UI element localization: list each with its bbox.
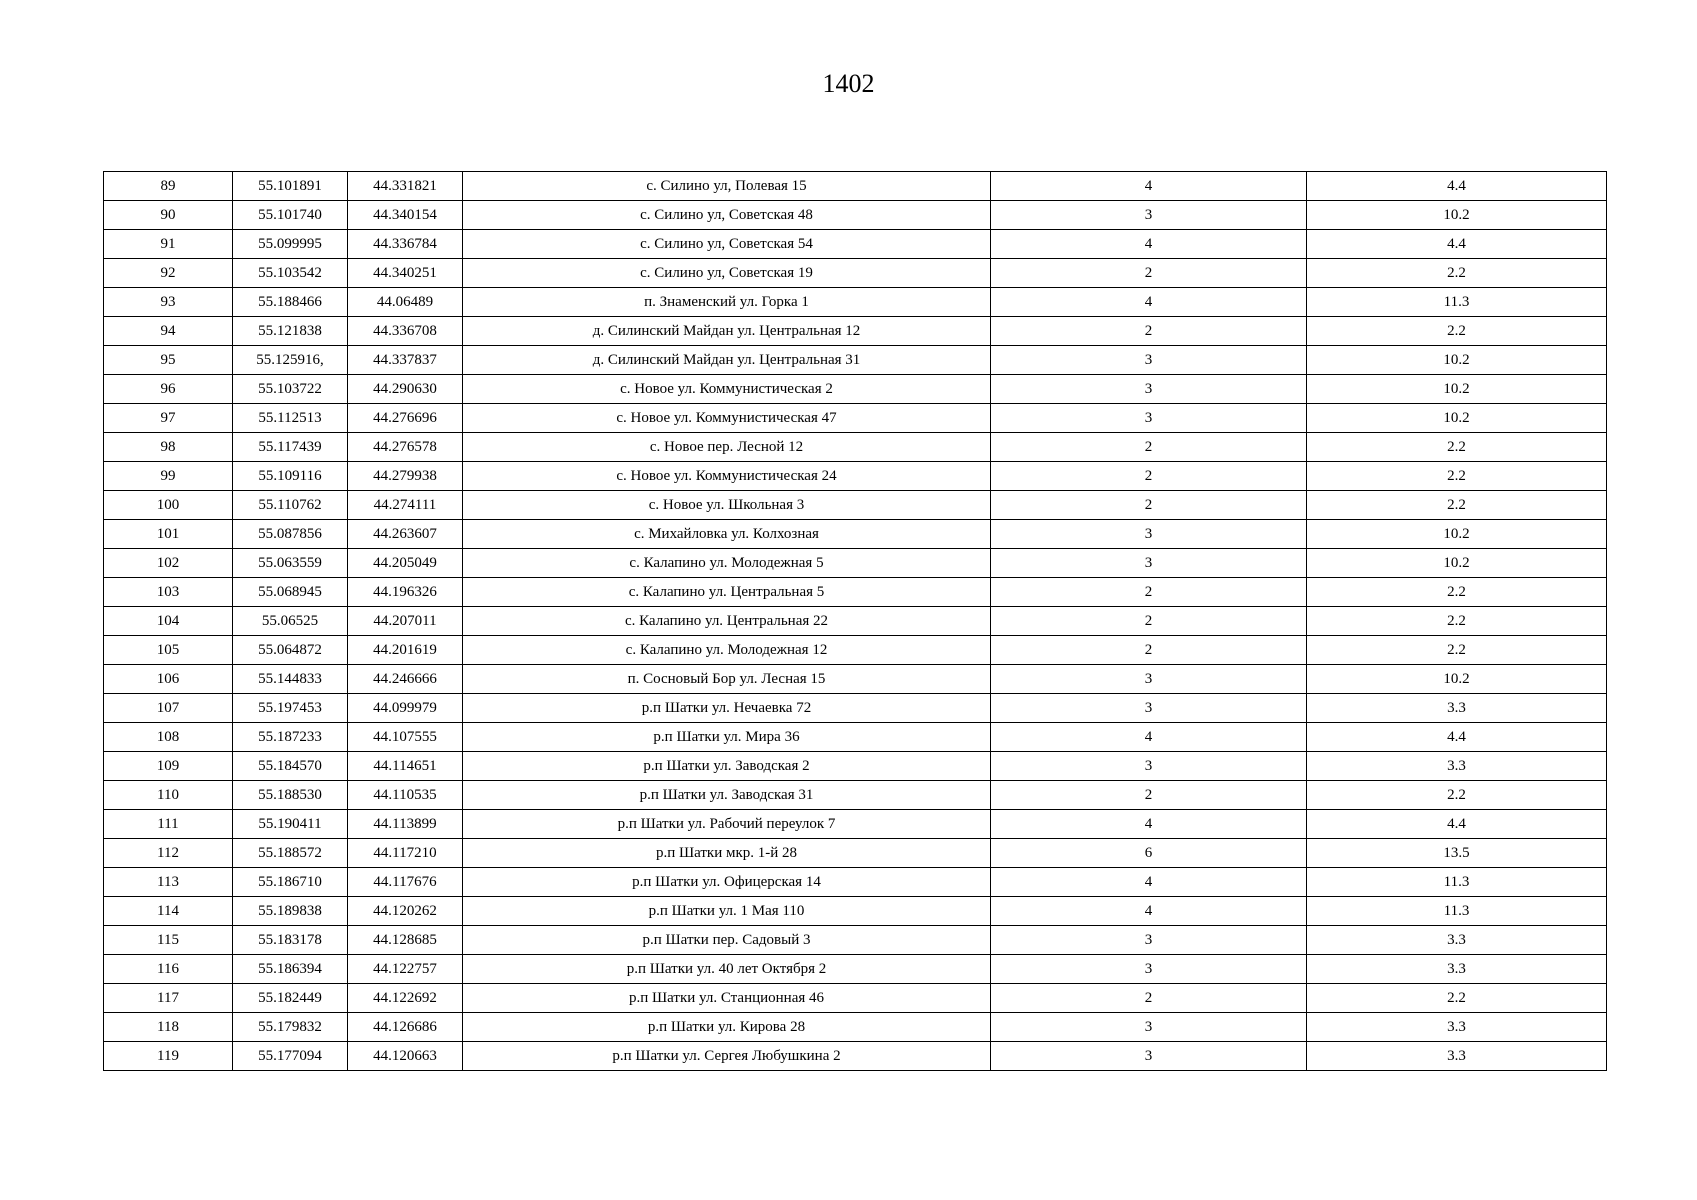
volume-cell: 2.2 bbox=[1307, 491, 1607, 520]
longitude-cell: 44.290630 bbox=[348, 375, 463, 404]
address-cell: р.п Шатки ул. Заводская 31 bbox=[463, 781, 991, 810]
address-cell: с. Силино ул, Советская 19 bbox=[463, 259, 991, 288]
longitude-cell: 44.340154 bbox=[348, 201, 463, 230]
row-number-cell: 93 bbox=[104, 288, 233, 317]
row-number-cell: 90 bbox=[104, 201, 233, 230]
address-cell: р.п Шатки мкр. 1-й 28 bbox=[463, 839, 991, 868]
count-cell: 3 bbox=[991, 201, 1307, 230]
table-row bbox=[104, 897, 1607, 926]
data-table bbox=[103, 171, 1607, 1071]
count-cell: 2 bbox=[991, 433, 1307, 462]
row-number-cell: 91 bbox=[104, 230, 233, 259]
address-cell: р.п Шатки ул. 40 лет Октября 2 bbox=[463, 955, 991, 984]
table-row bbox=[104, 984, 1607, 1013]
address-cell: с. Михайловка ул. Колхозная bbox=[463, 520, 991, 549]
longitude-cell: 44.276578 bbox=[348, 433, 463, 462]
volume-cell: 2.2 bbox=[1307, 636, 1607, 665]
table-row bbox=[104, 404, 1607, 433]
row-number-cell: 118 bbox=[104, 1013, 233, 1042]
longitude-cell: 44.120262 bbox=[348, 897, 463, 926]
latitude-cell: 55.188572 bbox=[233, 839, 348, 868]
latitude-cell: 55.183178 bbox=[233, 926, 348, 955]
table-row bbox=[104, 578, 1607, 607]
address-cell: р.п Шатки пер. Садовый 3 bbox=[463, 926, 991, 955]
volume-cell: 11.3 bbox=[1307, 288, 1607, 317]
count-cell: 3 bbox=[991, 752, 1307, 781]
latitude-cell: 55.103542 bbox=[233, 259, 348, 288]
volume-cell: 3.3 bbox=[1307, 955, 1607, 984]
latitude-cell: 55.179832 bbox=[233, 1013, 348, 1042]
address-cell: с. Калапино ул. Центральная 22 bbox=[463, 607, 991, 636]
count-cell: 4 bbox=[991, 897, 1307, 926]
volume-cell: 10.2 bbox=[1307, 404, 1607, 433]
volume-cell: 2.2 bbox=[1307, 781, 1607, 810]
row-number-cell: 107 bbox=[104, 694, 233, 723]
address-cell: с. Силино ул, Советская 48 bbox=[463, 201, 991, 230]
address-cell: с. Новое ул. Коммунистическая 2 bbox=[463, 375, 991, 404]
volume-cell: 2.2 bbox=[1307, 578, 1607, 607]
volume-cell: 13.5 bbox=[1307, 839, 1607, 868]
table-row bbox=[104, 955, 1607, 984]
volume-cell: 11.3 bbox=[1307, 868, 1607, 897]
volume-cell: 3.3 bbox=[1307, 1013, 1607, 1042]
table-row bbox=[104, 317, 1607, 346]
address-cell: с. Калапино ул. Центральная 5 bbox=[463, 578, 991, 607]
volume-cell: 3.3 bbox=[1307, 926, 1607, 955]
volume-cell: 4.4 bbox=[1307, 723, 1607, 752]
longitude-cell: 44.263607 bbox=[348, 520, 463, 549]
address-cell: р.п Шатки ул. Рабочий переулок 7 bbox=[463, 810, 991, 839]
row-number-cell: 109 bbox=[104, 752, 233, 781]
longitude-cell: 44.205049 bbox=[348, 549, 463, 578]
row-number-cell: 97 bbox=[104, 404, 233, 433]
table-row bbox=[104, 781, 1607, 810]
latitude-cell: 55.087856 bbox=[233, 520, 348, 549]
latitude-cell: 55.177094 bbox=[233, 1042, 348, 1071]
longitude-cell: 44.331821 bbox=[348, 172, 463, 201]
table-row bbox=[104, 259, 1607, 288]
table-row bbox=[104, 346, 1607, 375]
row-number-cell: 113 bbox=[104, 868, 233, 897]
latitude-cell: 55.099995 bbox=[233, 230, 348, 259]
row-number-cell: 101 bbox=[104, 520, 233, 549]
volume-cell: 10.2 bbox=[1307, 201, 1607, 230]
count-cell: 3 bbox=[991, 375, 1307, 404]
count-cell: 3 bbox=[991, 1013, 1307, 1042]
count-cell: 2 bbox=[991, 578, 1307, 607]
table-row bbox=[104, 375, 1607, 404]
volume-cell: 10.2 bbox=[1307, 520, 1607, 549]
latitude-cell: 55.125916, bbox=[233, 346, 348, 375]
count-cell: 2 bbox=[991, 259, 1307, 288]
longitude-cell: 44.126686 bbox=[348, 1013, 463, 1042]
latitude-cell: 55.186710 bbox=[233, 868, 348, 897]
longitude-cell: 44.246666 bbox=[348, 665, 463, 694]
address-cell: с. Новое ул. Коммунистическая 47 bbox=[463, 404, 991, 433]
row-number-cell: 94 bbox=[104, 317, 233, 346]
volume-cell: 3.3 bbox=[1307, 752, 1607, 781]
count-cell: 2 bbox=[991, 781, 1307, 810]
longitude-cell: 44.122757 bbox=[348, 955, 463, 984]
latitude-cell: 55.064872 bbox=[233, 636, 348, 665]
row-number-cell: 114 bbox=[104, 897, 233, 926]
count-cell: 4 bbox=[991, 810, 1307, 839]
count-cell: 3 bbox=[991, 346, 1307, 375]
row-number-cell: 98 bbox=[104, 433, 233, 462]
volume-cell: 10.2 bbox=[1307, 375, 1607, 404]
count-cell: 4 bbox=[991, 230, 1307, 259]
address-cell: р.п Шатки ул. Сергея Любушкина 2 bbox=[463, 1042, 991, 1071]
latitude-cell: 55.101891 bbox=[233, 172, 348, 201]
row-number-cell: 102 bbox=[104, 549, 233, 578]
address-cell: д. Силинский Майдан ул. Центральная 31 bbox=[463, 346, 991, 375]
latitude-cell: 55.186394 bbox=[233, 955, 348, 984]
table-row bbox=[104, 1013, 1607, 1042]
address-cell: с. Новое ул. Коммунистическая 24 bbox=[463, 462, 991, 491]
table-row bbox=[104, 868, 1607, 897]
longitude-cell: 44.110535 bbox=[348, 781, 463, 810]
volume-cell: 2.2 bbox=[1307, 433, 1607, 462]
page-number: 1402 bbox=[822, 69, 875, 98]
address-cell: с. Калапино ул. Молодежная 5 bbox=[463, 549, 991, 578]
count-cell: 4 bbox=[991, 288, 1307, 317]
table-row bbox=[104, 636, 1607, 665]
latitude-cell: 55.188466 bbox=[233, 288, 348, 317]
count-cell: 3 bbox=[991, 955, 1307, 984]
longitude-cell: 44.113899 bbox=[348, 810, 463, 839]
table-row bbox=[104, 288, 1607, 317]
count-cell: 3 bbox=[991, 694, 1307, 723]
longitude-cell: 44.336784 bbox=[348, 230, 463, 259]
count-cell: 2 bbox=[991, 636, 1307, 665]
address-cell: д. Силинский Майдан ул. Центральная 12 bbox=[463, 317, 991, 346]
table-row bbox=[104, 462, 1607, 491]
table-row bbox=[104, 520, 1607, 549]
longitude-cell: 44.340251 bbox=[348, 259, 463, 288]
address-cell: с. Новое ул. Школьная 3 bbox=[463, 491, 991, 520]
latitude-cell: 55.101740 bbox=[233, 201, 348, 230]
latitude-cell: 55.103722 bbox=[233, 375, 348, 404]
latitude-cell: 55.121838 bbox=[233, 317, 348, 346]
table-row bbox=[104, 201, 1607, 230]
volume-cell: 10.2 bbox=[1307, 346, 1607, 375]
table-row bbox=[104, 491, 1607, 520]
latitude-cell: 55.197453 bbox=[233, 694, 348, 723]
row-number-cell: 106 bbox=[104, 665, 233, 694]
longitude-cell: 44.196326 bbox=[348, 578, 463, 607]
longitude-cell: 44.107555 bbox=[348, 723, 463, 752]
longitude-cell: 44.122692 bbox=[348, 984, 463, 1013]
count-cell: 3 bbox=[991, 404, 1307, 433]
latitude-cell: 55.188530 bbox=[233, 781, 348, 810]
row-number-cell: 111 bbox=[104, 810, 233, 839]
longitude-cell: 44.114651 bbox=[348, 752, 463, 781]
row-number-cell: 103 bbox=[104, 578, 233, 607]
latitude-cell: 55.190411 bbox=[233, 810, 348, 839]
latitude-cell: 55.06525 bbox=[233, 607, 348, 636]
count-cell: 2 bbox=[991, 491, 1307, 520]
address-cell: с. Силино ул, Советская 54 bbox=[463, 230, 991, 259]
count-cell: 2 bbox=[991, 607, 1307, 636]
table-row bbox=[104, 839, 1607, 868]
volume-cell: 2.2 bbox=[1307, 984, 1607, 1013]
volume-cell: 11.3 bbox=[1307, 897, 1607, 926]
row-number-cell: 108 bbox=[104, 723, 233, 752]
table-row bbox=[104, 810, 1607, 839]
address-cell: с. Новое пер. Лесной 12 bbox=[463, 433, 991, 462]
volume-cell: 2.2 bbox=[1307, 259, 1607, 288]
address-cell: п. Знаменский ул. Горка 1 bbox=[463, 288, 991, 317]
address-cell: р.п Шатки ул. Нечаевка 72 bbox=[463, 694, 991, 723]
address-cell: р.п Шатки ул. Станционная 46 bbox=[463, 984, 991, 1013]
longitude-cell: 44.06489 bbox=[348, 288, 463, 317]
latitude-cell: 55.112513 bbox=[233, 404, 348, 433]
volume-cell: 4.4 bbox=[1307, 230, 1607, 259]
address-cell: р.п Шатки ул. Офицерская 14 bbox=[463, 868, 991, 897]
row-number-cell: 115 bbox=[104, 926, 233, 955]
volume-cell: 2.2 bbox=[1307, 462, 1607, 491]
longitude-cell: 44.336708 bbox=[348, 317, 463, 346]
latitude-cell: 55.187233 bbox=[233, 723, 348, 752]
latitude-cell: 55.068945 bbox=[233, 578, 348, 607]
count-cell: 3 bbox=[991, 1042, 1307, 1071]
table-row bbox=[104, 607, 1607, 636]
longitude-cell: 44.128685 bbox=[348, 926, 463, 955]
table-row bbox=[104, 723, 1607, 752]
row-number-cell: 99 bbox=[104, 462, 233, 491]
volume-cell: 3.3 bbox=[1307, 694, 1607, 723]
address-cell: р.п Шатки ул. Мира 36 bbox=[463, 723, 991, 752]
longitude-cell: 44.120663 bbox=[348, 1042, 463, 1071]
longitude-cell: 44.274111 bbox=[348, 491, 463, 520]
row-number-cell: 92 bbox=[104, 259, 233, 288]
longitude-cell: 44.117210 bbox=[348, 839, 463, 868]
row-number-cell: 95 bbox=[104, 346, 233, 375]
count-cell: 3 bbox=[991, 520, 1307, 549]
latitude-cell: 55.182449 bbox=[233, 984, 348, 1013]
count-cell: 4 bbox=[991, 868, 1307, 897]
count-cell: 3 bbox=[991, 665, 1307, 694]
longitude-cell: 44.337837 bbox=[348, 346, 463, 375]
table-row bbox=[104, 549, 1607, 578]
address-cell: п. Сосновый Бор ул. Лесная 15 bbox=[463, 665, 991, 694]
table-body bbox=[104, 172, 1607, 1071]
address-cell: с. Силино ул, Полевая 15 bbox=[463, 172, 991, 201]
address-cell: р.п Шатки ул. Заводская 2 bbox=[463, 752, 991, 781]
row-number-cell: 112 bbox=[104, 839, 233, 868]
longitude-cell: 44.279938 bbox=[348, 462, 463, 491]
latitude-cell: 55.110762 bbox=[233, 491, 348, 520]
count-cell: 3 bbox=[991, 926, 1307, 955]
count-cell: 4 bbox=[991, 172, 1307, 201]
latitude-cell: 55.109116 bbox=[233, 462, 348, 491]
count-cell: 6 bbox=[991, 839, 1307, 868]
row-number-cell: 104 bbox=[104, 607, 233, 636]
volume-cell: 2.2 bbox=[1307, 607, 1607, 636]
latitude-cell: 55.063559 bbox=[233, 549, 348, 578]
volume-cell: 3.3 bbox=[1307, 1042, 1607, 1071]
latitude-cell: 55.184570 bbox=[233, 752, 348, 781]
row-number-cell: 110 bbox=[104, 781, 233, 810]
count-cell: 2 bbox=[991, 462, 1307, 491]
latitude-cell: 55.117439 bbox=[233, 433, 348, 462]
longitude-cell: 44.207011 bbox=[348, 607, 463, 636]
row-number-cell: 116 bbox=[104, 955, 233, 984]
count-cell: 2 bbox=[991, 317, 1307, 346]
table-row bbox=[104, 433, 1607, 462]
longitude-cell: 44.099979 bbox=[348, 694, 463, 723]
count-cell: 3 bbox=[991, 549, 1307, 578]
longitude-cell: 44.117676 bbox=[348, 868, 463, 897]
count-cell: 4 bbox=[991, 723, 1307, 752]
count-cell: 2 bbox=[991, 984, 1307, 1013]
table-row bbox=[104, 172, 1607, 201]
address-cell: р.п Шатки ул. Кирова 28 bbox=[463, 1013, 991, 1042]
latitude-cell: 55.189838 bbox=[233, 897, 348, 926]
table-row bbox=[104, 694, 1607, 723]
row-number-cell: 105 bbox=[104, 636, 233, 665]
table-row bbox=[104, 752, 1607, 781]
address-cell: р.п Шатки ул. 1 Мая 110 bbox=[463, 897, 991, 926]
row-number-cell: 119 bbox=[104, 1042, 233, 1071]
table-row bbox=[104, 665, 1607, 694]
row-number-cell: 117 bbox=[104, 984, 233, 1013]
longitude-cell: 44.276696 bbox=[348, 404, 463, 433]
table-row bbox=[104, 230, 1607, 259]
table-row bbox=[104, 926, 1607, 955]
row-number-cell: 89 bbox=[104, 172, 233, 201]
latitude-cell: 55.144833 bbox=[233, 665, 348, 694]
table-row bbox=[104, 1042, 1607, 1071]
volume-cell: 10.2 bbox=[1307, 665, 1607, 694]
address-cell: с. Калапино ул. Молодежная 12 bbox=[463, 636, 991, 665]
longitude-cell: 44.201619 bbox=[348, 636, 463, 665]
row-number-cell: 100 bbox=[104, 491, 233, 520]
row-number-cell: 96 bbox=[104, 375, 233, 404]
volume-cell: 10.2 bbox=[1307, 549, 1607, 578]
volume-cell: 2.2 bbox=[1307, 317, 1607, 346]
volume-cell: 4.4 bbox=[1307, 172, 1607, 201]
volume-cell: 4.4 bbox=[1307, 810, 1607, 839]
